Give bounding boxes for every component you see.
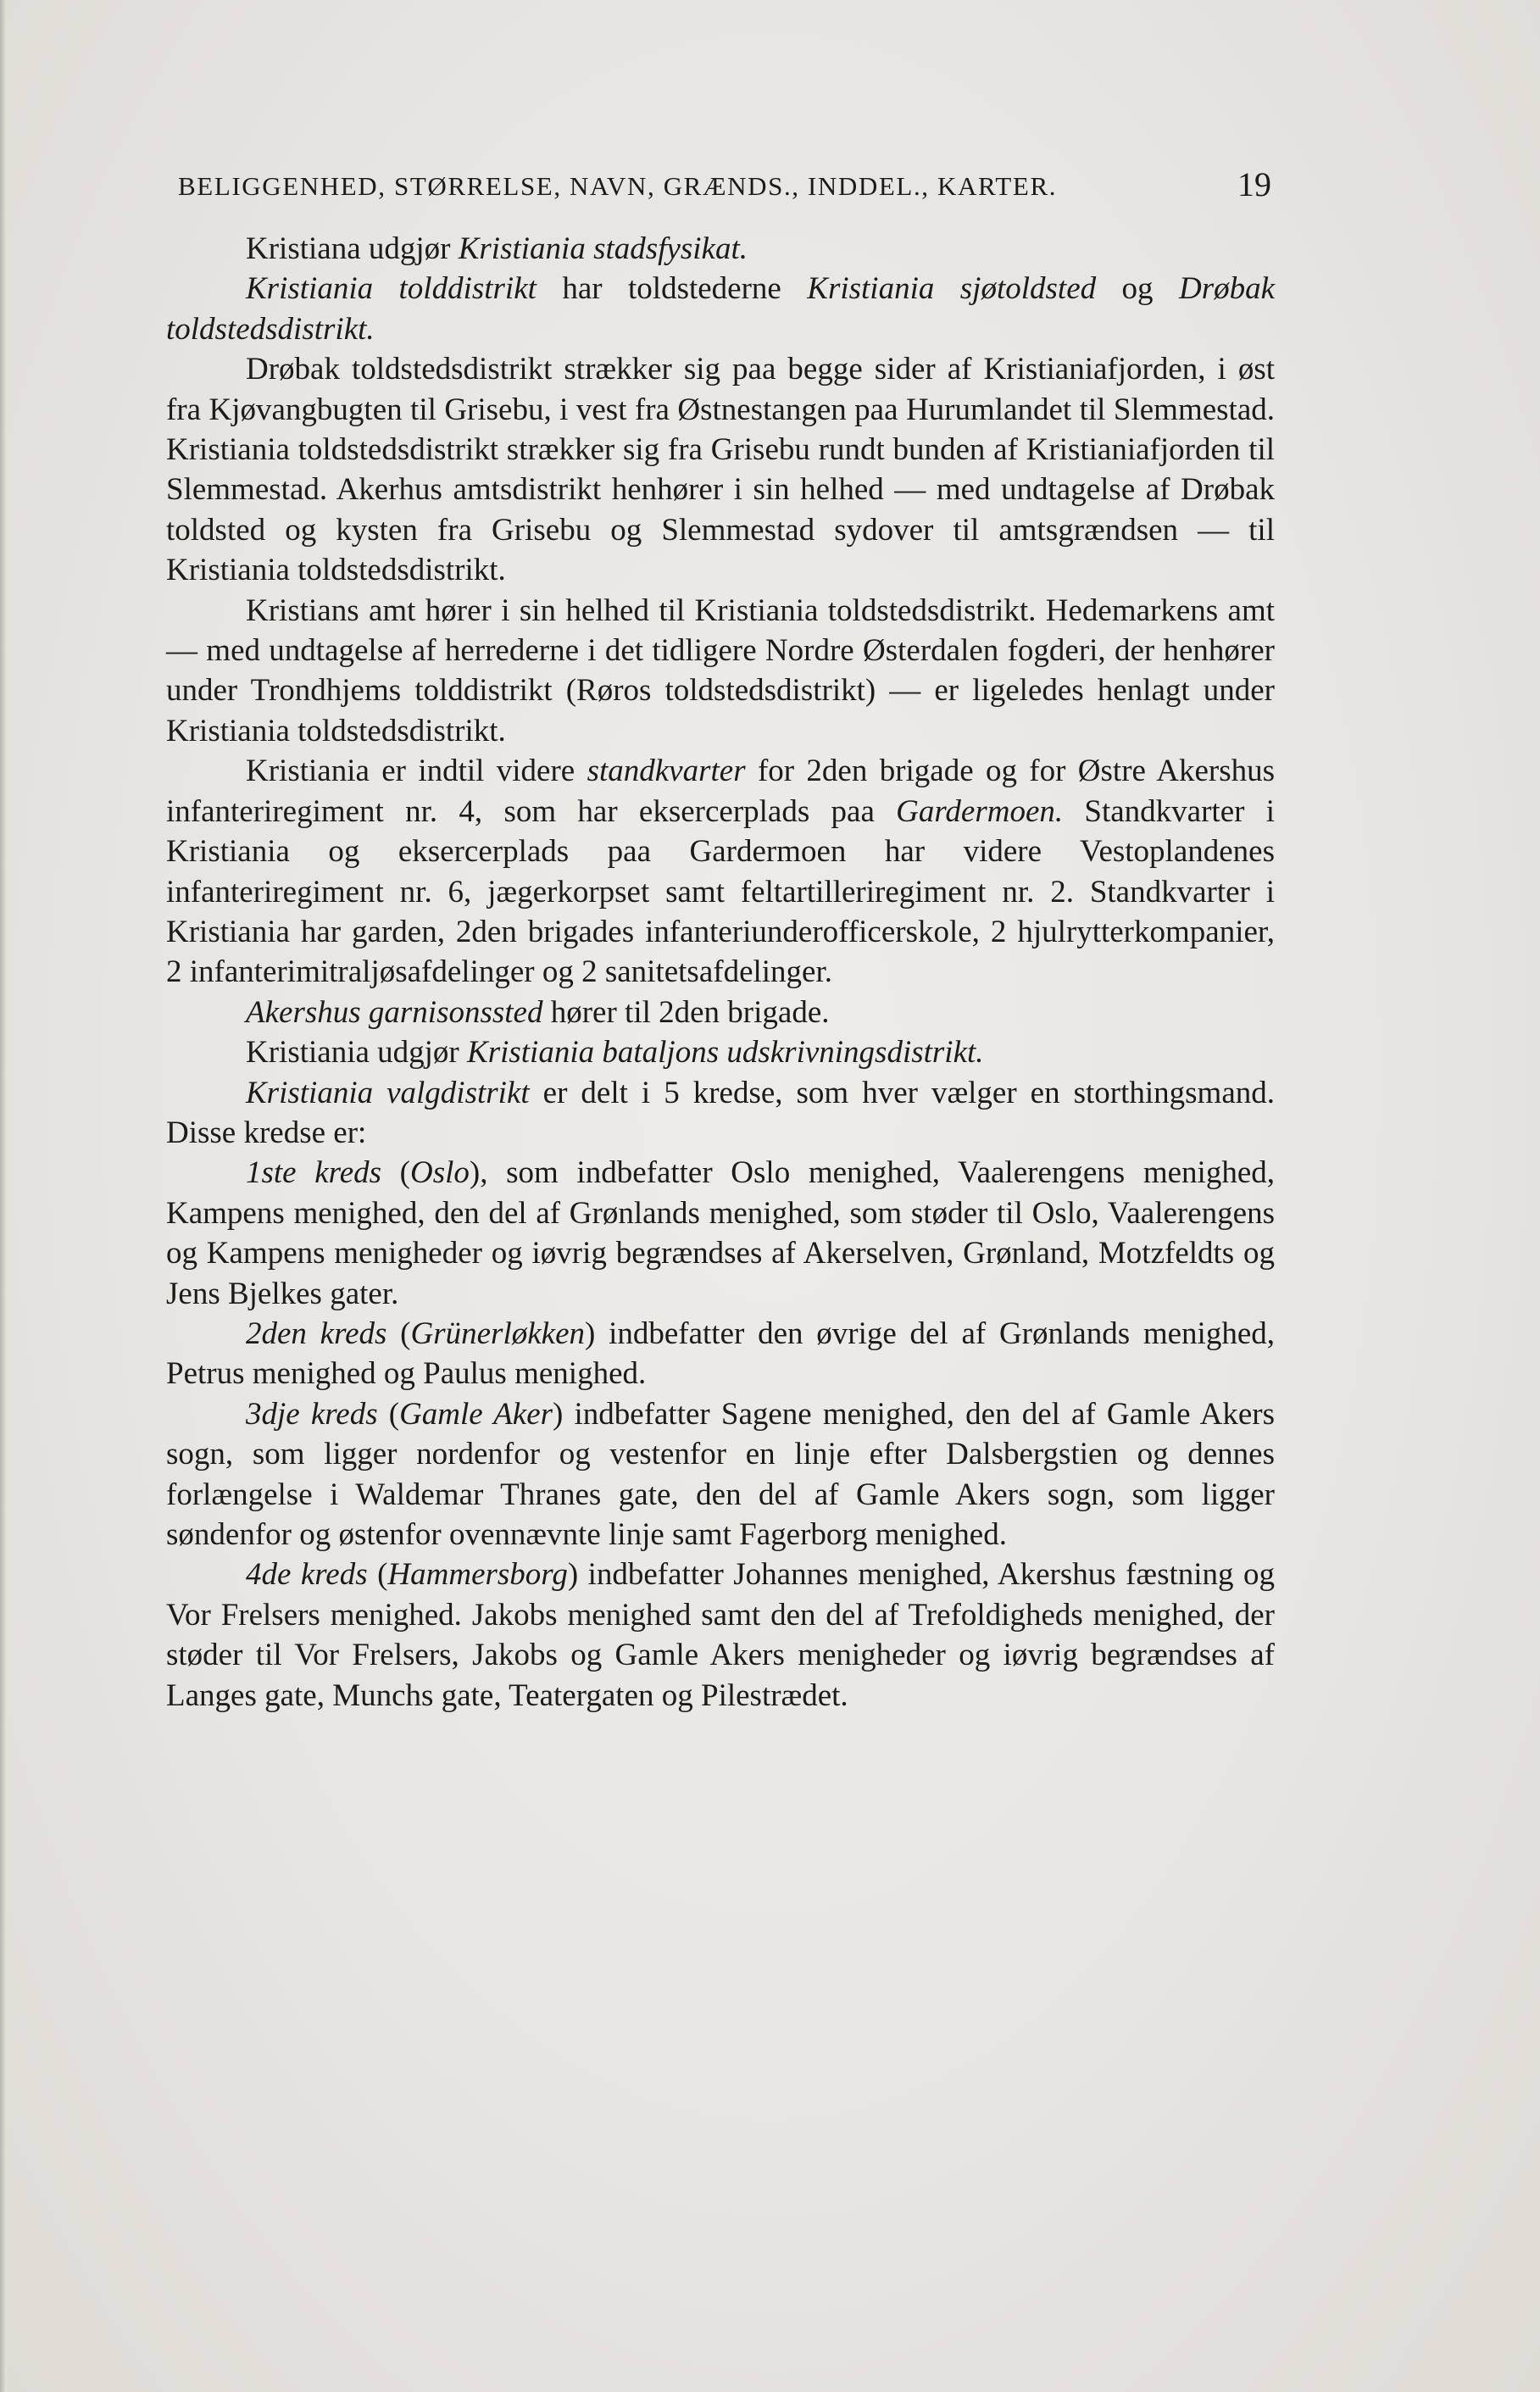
paragraph-valgdistrikt: Kristiania valgdistrikt er delt i 5 kredse, som hver vælger en storthingsmand. Disse kredse er: — [166, 1075, 1276, 1150]
paragraph-kreds-3: 3dje kreds (Gamle Aker) indbefatter Sagene menighed, den del af Gamle Akers sogn, som ligger nordenfor og vestenfor en linje efter Dalsbergstien og dennes forlængelse i Waldemar Thranes gate, den del af Gamle Akers sogn, som ligger søndenfor og østenfor ovennævnte linje samt Fagerborg menighed. — [166, 1396, 1275, 1552]
page-number: 19 — [1237, 165, 1271, 203]
page-header — [178, 166, 1271, 209]
paragraph-kreds-2: 2den kreds (Grünerløkken) indbefatter den øvrige del af Grønlands menighed, Petrus menighed og Paulus menighed. — [166, 1316, 1275, 1392]
paragraph-garnisonssted: Akershus garnisonssted hører til 2den brigade. — [246, 994, 830, 1030]
paragraph-stadsfysikat: Kristiana udgjør Kristiania stadsfysikat. — [246, 231, 748, 266]
paragraph-kreds-4: 4de kreds (Hammersborg) indbefatter Johannes menighed, Akershus fæstning og Vor Frelsers menighed. Jakobs menighed samt den del af Trefoldigheds menighed, der støder til Vor Frelsers, Jakobs og Gamle Akers menigheder og iøvrig begrændses af Langes gate, Munchs gate, Teatergaten og Pilestrædet. — [166, 1557, 1275, 1713]
paragraph-standkvarter: Kristiania er indtil videre standkvarter for 2den brigade og for Østre Akershus infanteriregiment nr. 4, som har eksercerplads paa Gardermoen. Standkvarter i Kristiania og eksercerplads paa Gardermoen har videre Vestoplandenes infanteriregiment nr. 6, jægerkorpset samt feltartilleriregiment nr. 2. Standkvarter i Kristiania har garden, 2den brigades infanteriunderofficerskole, 2 hjulrytterkompanier, 2 infanterimitraljøsafdelinger og 2 sanitetsafdelinger. — [166, 754, 1276, 990]
paragraph-tolddistrikt: Kristiania tolddistrikt har toldstederne Kristiania sjøtoldsted og Drøbak toldstedsdistrikt. — [166, 271, 1276, 347]
running-title: BELIGGENHED, STØRRELSE, NAVN, GRÆNDS., INDDEL., KARTER. — [178, 171, 1058, 201]
paragraph-kreds-1: 1ste kreds (Oslo), som indbefatter Oslo menighed, Vaalerengens menighed, Kampens menighed, den del af Grønlands menighed, som støder til Oslo, Vaalerengens og Kampens menigheder og iøvrig begrændses af Akerselven, Grønland, Motzfeldts og Jens Bjelkes gater. — [166, 1155, 1275, 1311]
body-text — [166, 229, 1275, 1716]
paragraph-drobak-toldstedsdistrikt: Drøbak toldstedsdistrikt strækker sig paa begge sider af Kristianiafjorden, i øst fra Kjøvangbugten til Grisebu, i vest fra Østnestangen paa Hurumlandet til Slemmestad. Kristiania toldstedsdistrikt strækker sig fra Grisebu rundt bunden af Kristianiafjorden til Slemmestad. Akerhus amtsdistrikt henhører i sin helhed — med undtagelse af Drøbak toldsted og kysten fra Grisebu og Slemmestad sydover til amtsgrændsen — til Kristiania toldstedsdistrikt. — [166, 352, 1275, 588]
paragraph-kristians-amt: Kristians amt hører i sin helhed til Kristiania toldstedsdistrikt. Hedemarkens amt — med undtagelse af herrederne i det tidligere Nordre Østerdalen fogderi, der henhører under Trondhjems tolddistrikt (Røros toldstedsdistrikt) — er ligeledes henlagt under Kristiania toldstedsdistrikt. — [166, 592, 1275, 748]
paragraph-udskrivningsdistrikt: Kristiania udgjør Kristiania bataljons udskrivningsdistrikt. — [246, 1035, 984, 1071]
page-edge-shadow — [0, 0, 7, 2392]
